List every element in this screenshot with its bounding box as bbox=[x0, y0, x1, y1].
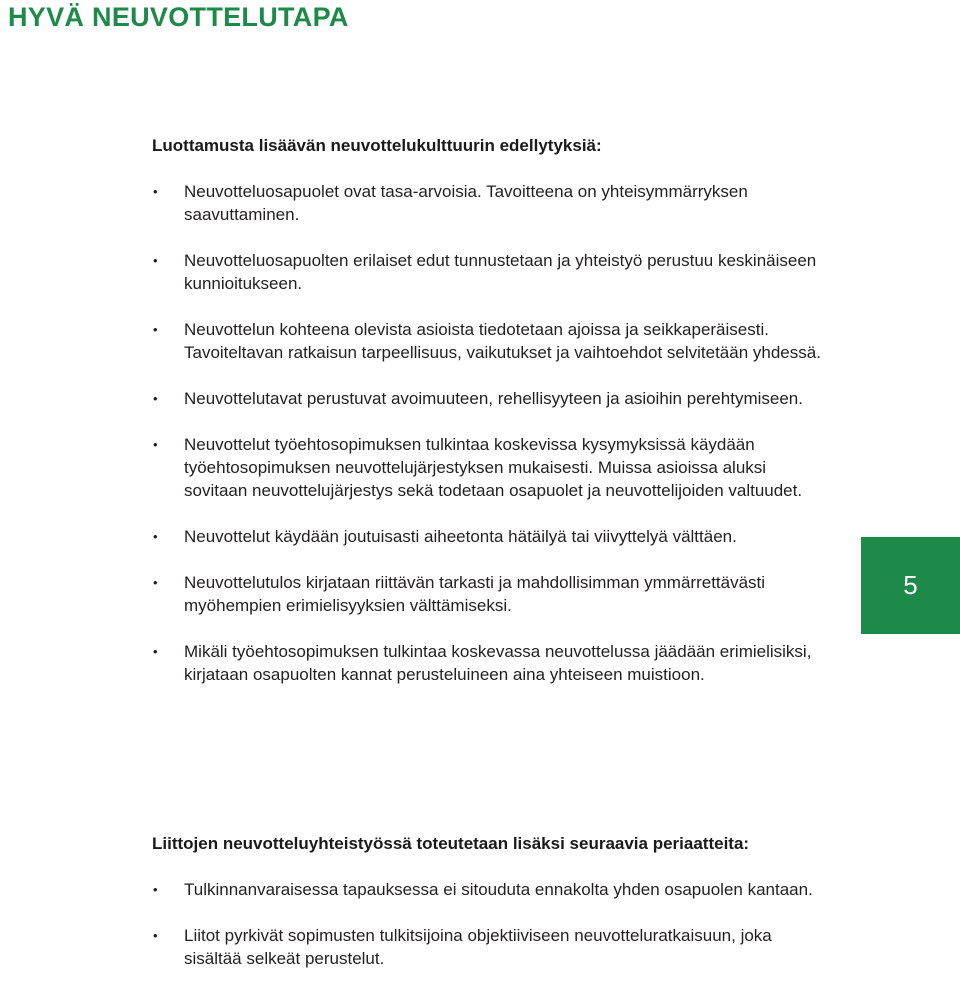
list-item bbox=[152, 571, 832, 617]
list-item-text: Neuvottelut työehtosopimuksen tulkintaa koskevissa kysymyksissä käydään työehtosopimuksen neuvottelujärjestyksen mukaisesti. Muissa asioissa aluksi sovitaan neuvottelujärjestys sekä todetaan osapuolet ja neuvottelijoiden valtuudet. bbox=[184, 435, 803, 500]
list-item bbox=[152, 640, 832, 686]
list-item bbox=[152, 249, 832, 295]
list-item bbox=[152, 387, 832, 410]
list-item bbox=[152, 318, 832, 364]
list-item-text: Neuvottelutulos kirjataan riittävän tarkasti ja mahdollisimman ymmärrettävästi myöhempien erimielisyyksien välttämiseksi. bbox=[184, 573, 766, 615]
list-item-text: Neuvottelutavat perustuvat avoimuuteen, rehellisyyteen ja asioihin perehtymiseen. bbox=[184, 389, 803, 408]
bullet-icon: • bbox=[153, 928, 158, 943]
bullet-list bbox=[152, 878, 832, 970]
section-heading: Liittojen neuvotteluyhteistyössä toteutetaan lisäksi seuraavia periaatteita: bbox=[152, 834, 750, 853]
bullet-icon: • bbox=[153, 322, 158, 337]
list-item-text: Tulkinnanvaraisessa tapauksessa ei sitouduta ennakolta yhden osapuolen kantaan. bbox=[184, 880, 813, 899]
list-item-text: Neuvottelun kohteena olevista asioista tiedotetaan ajoissa ja seikkaperäisesti. Tavoiteltavan ratkaisun tarpeellisuus, vaikutukset ja vaihtoehdot selvitetään yhdessä. bbox=[184, 320, 821, 362]
list-item-text: Neuvottelut käydään joutuisasti aiheetonta hätäilyä tai viivyttelyä välttäen. bbox=[184, 527, 737, 546]
bullet-icon: • bbox=[153, 437, 158, 452]
bullet-icon: • bbox=[153, 529, 158, 544]
list-item bbox=[152, 878, 832, 901]
bullet-icon: • bbox=[153, 253, 158, 268]
bullet-icon: • bbox=[153, 644, 158, 659]
bullet-icon: • bbox=[153, 575, 158, 590]
page-title: HYVÄ NEUVOTTELUTAPA bbox=[8, 2, 349, 32]
list-item bbox=[152, 525, 832, 548]
bullet-icon: • bbox=[153, 391, 158, 406]
list-item-text: Neuvotteluosapuolten erilaiset edut tunnustetaan ja yhteistyö perustuu keskinäiseen kunnioitukseen. bbox=[184, 251, 817, 293]
list-item-text: Neuvotteluosapuolet ovat tasa-arvoisia. Tavoitteena on yhteisymmärryksen saavuttaminen. bbox=[184, 182, 748, 224]
section-conditions bbox=[152, 134, 832, 686]
list-item-text: Mikäli työehtosopimuksen tulkintaa koskevassa neuvottelussa jäädään erimielisiksi, kirjataan osapuolten kannat perusteluineen aina yhteiseen muistioon. bbox=[184, 642, 812, 684]
list-item bbox=[152, 924, 832, 970]
list-item bbox=[152, 180, 832, 226]
bullet-list bbox=[152, 180, 832, 686]
bullet-icon: • bbox=[153, 184, 158, 199]
list-item bbox=[152, 433, 832, 502]
bullet-icon: • bbox=[153, 882, 158, 897]
section-principles bbox=[152, 832, 832, 970]
chapter-tab: 5 bbox=[861, 537, 960, 634]
list-item-text: Liitot pyrkivät sopimusten tulkitsijoina objektiiviseen neuvotteluratkaisuun, joka sisältää selkeät perustelut. bbox=[184, 926, 772, 968]
section-heading: Luottamusta lisäävän neuvottelukulttuurin edellytyksiä: bbox=[152, 136, 602, 155]
